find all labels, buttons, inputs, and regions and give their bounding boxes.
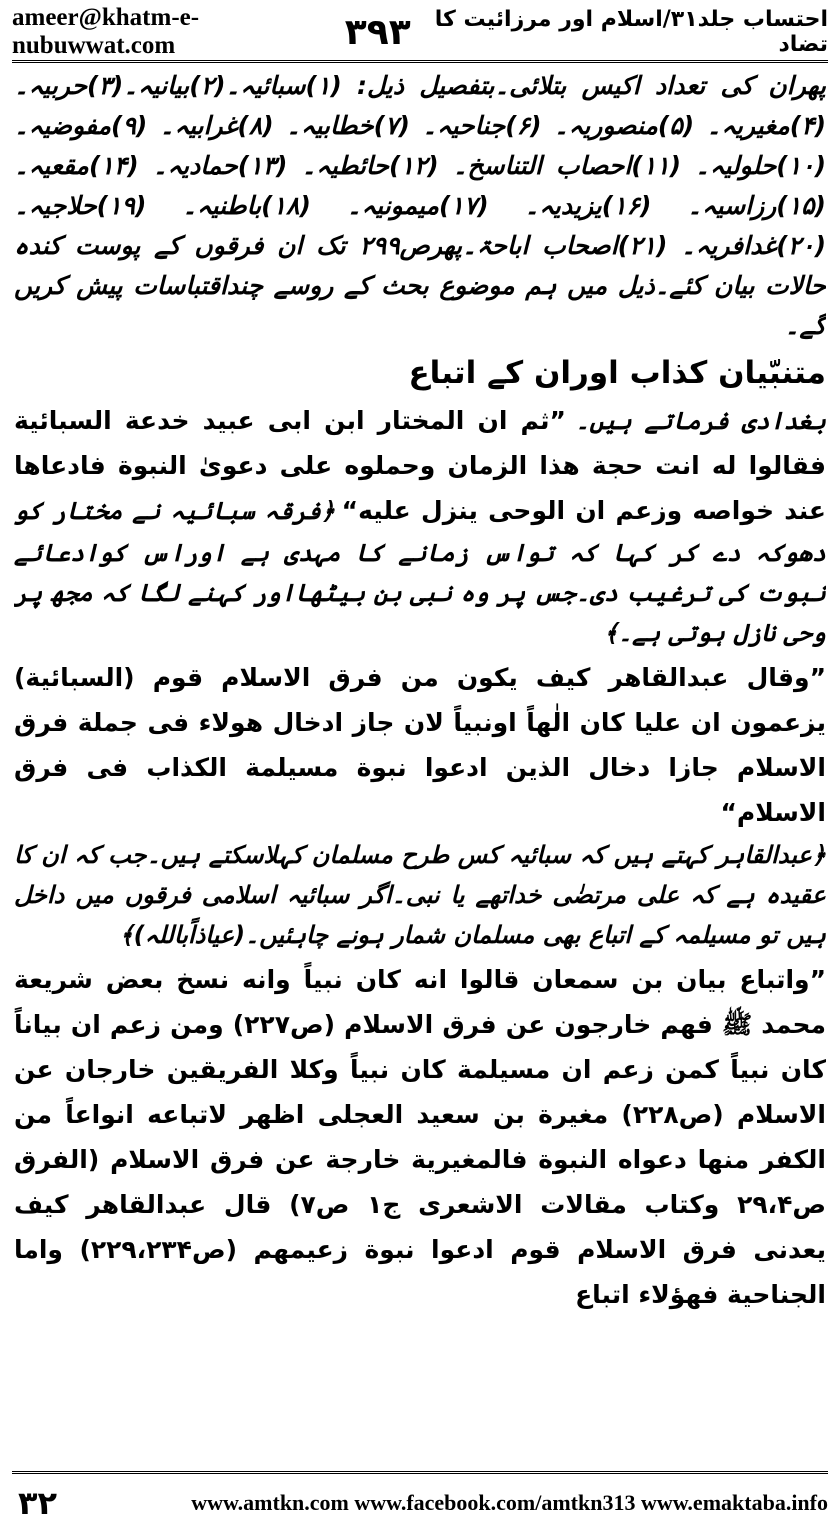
header-left-group <box>12 4 411 60</box>
paragraph-1-arabic-quote: ”ثم ان المختار ابن ابی عبید خدعة السبائیة فقالوا له انت حجة هذا الزمان وحملوه علی دعویٰ النبوة فادعاها عند خواصه وزعم ان الوحی ینزل علیه“ <box>14 406 826 525</box>
header-title: احتساب جلد۳۱/اسلام اور مرزائیت کا تضاد <box>434 7 828 57</box>
intro-paragraph: پھران کی تعداد اکیس بتلائی۔بتفصیل ذیل: (۱)سبائیہ۔(۲)بیانیہ۔(۳)حربیہ۔ (۴)مغیریہ۔ (۵)منصوریہ۔ (۶)جناحیہ۔ (۷)خطابیہ۔ (۸)غرابیہ۔ (۹)مفوضیہ۔ (۱۰)حلولیہ۔ (۱۱)احصاب التناسخ۔ (۱۲)حائطیہ۔ (۱۳)حمادیہ۔ (۱۴)مقعیہ۔ (۱۵)رزاسیہ۔ (۱۶)یزیدیہ۔ (۱۷)میمونیہ۔ (۱۸)باطنیہ۔ (۱۹)حلاجیہ۔ (۲۰)غدافریہ۔ (۲۱)اصحاب اباحۃ۔پھرص۲۹۹ تک ان فرقوں کے پوست کندہ حالات بیان کئے۔ذیل میں ہم موضوع بحث کے روسے چنداقتباسات پیش کریں گے۔ <box>14 71 826 340</box>
header-page-number: ۳۹۳ <box>344 11 411 53</box>
paragraph-2-translation: ﴿عبدالقاہر کہتے ہیں کہ سبائیہ کس طرح مسلمان کہلاسکتے ہیں۔جب کہ ان کا عقیدہ ہے کہ علی مرتضٰی خداتھے یا نبی۔اگر سبائیہ اسلامی فرقوں میں داخل ہیں تو مسیلمہ کے اتباع بھی مسلمان شمار ہونے چاہئیں۔(عیاذاًباللہ)﴾ <box>14 841 826 949</box>
footer-urls: www.amtkn.com www.facebook.com/amtkn313 www.emaktaba.info <box>191 1490 828 1515</box>
section-heading: متنبّیان کذاب اوران کے اتباع <box>408 355 826 391</box>
paragraph-3-arabic-quote: ”واتباع بیان بن سمعان قالوا انه کان نبیاً وانه نسخ بعض شریعة محمد ﷺ فهم خارجون عن فرق الاسلام (ص۲۲۷) ومن زعم ان بیاناً کان نبیاً کمن زعم ان مسیلمة کان نبیاً وکلا الفریقین خارجان عن الاسلام (ص۲۲۸) مغیرة بن سعید العجلی اظهر لاتباعه انواعاً من الکفر منها دعواه النبوة فالمغیریة خارجة عن فرق الاسلام (الفرق ص۲۹،۴ وکتاب مقالات الاشعری ج۱ ص۷) قال عبدالقاهر کیف یعدنی فرق الاسلام قوم ادعوا نبوة زعیمهم (ص۲۲۹،۲۳۴) واما الجناحیة فهؤلاء اتباع <box>14 965 826 1309</box>
page-body <box>14 66 826 1464</box>
paragraph-2-arabic-quote: ”وقال عبدالقاهر کیف یکون من فرق الاسلام قوم (السبائیة) یزعمون ان علیا کان الٰهاً اونبیاً لان جاز ادخال هولاء فی جملة فرق الاسلام جازا دخال الذین ادعوا نبوة مسیلمة الکذاب فی فرق الاسلام“ <box>14 663 826 827</box>
paragraph-1 <box>14 398 826 653</box>
paragraph-3 <box>14 957 826 1317</box>
paragraph-1-intro: بغدادی فرماتے ہیں۔ <box>575 407 826 435</box>
paragraph-1-translation: ﴿فرقہ سبائیہ نے مختار کو دھوکہ دے کر کہا کہ تواس زمانے کا مہدی ہے اوراس کوادعائے نبوت کی ترغیب دی۔جس پر وہ نبی بن بیٹھااور کہنے لگا کہ مجھ پر وحی نازل ہوتی ہے۔﴾ <box>14 497 826 647</box>
page-header <box>12 4 828 63</box>
paragraph-2 <box>14 655 826 955</box>
page-footer <box>12 1471 828 1532</box>
header-email: ameer@khatm-e-nubuwwat.com <box>12 4 200 59</box>
footer-page-number: ۳۲ <box>18 1484 58 1522</box>
